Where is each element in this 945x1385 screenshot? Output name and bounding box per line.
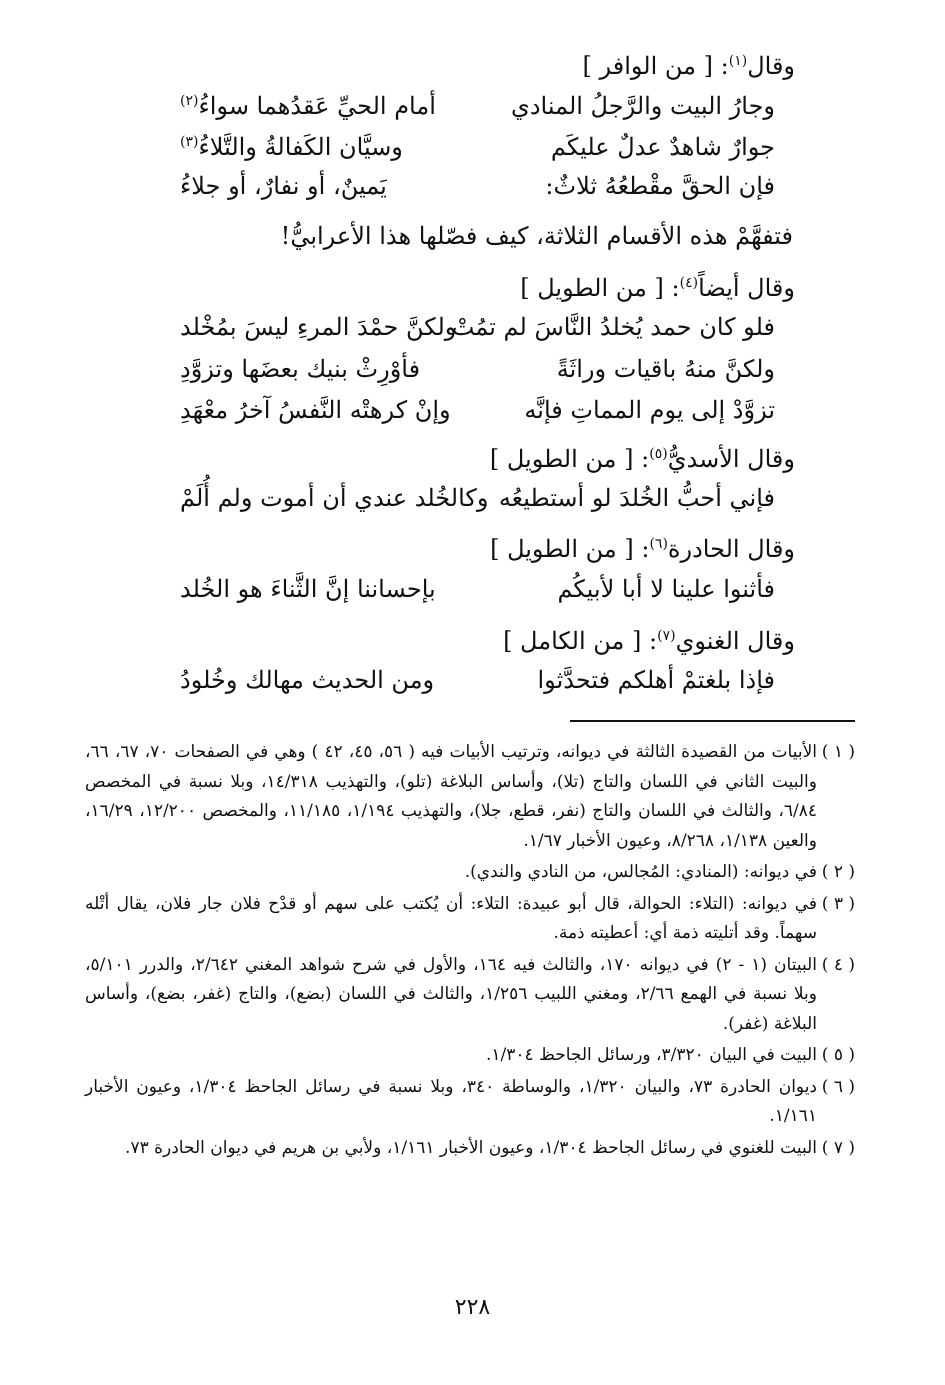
verse-second-hemistich: وكالخُلد عندي أن أموت ولم أُلَمْ — [180, 484, 489, 512]
section-3-meter: : [ من الطويل ] — [489, 445, 650, 473]
section-5-intro-text: وقال الغنوي — [675, 627, 795, 655]
footnote-number: ( ٢ ) — [821, 862, 855, 882]
hemistich-text: أمام الحيِّ عَقدُهما سواءُ — [198, 92, 436, 120]
section-4-intro-text: وقال الحادرة — [667, 535, 795, 563]
verse-first-hemistich: فإن الحقَّ مقْطعُهُ ثلاثٌ: — [545, 172, 775, 200]
section-2-intro — [520, 274, 795, 302]
section-3-footnote-ref: (٥) — [649, 446, 668, 462]
hemistich-text: وسيَّان الكَفالةُ والتَّلاءُ — [198, 133, 403, 161]
footnote-item — [85, 1134, 855, 1164]
page-number: ٢٢٨ — [454, 1295, 491, 1320]
verse-first-hemistich: فإذا بلغتمْ أهلكم فتحدَّثوا — [537, 666, 775, 694]
footnote-item — [85, 858, 855, 888]
footnote-number: ( ١ ) — [821, 742, 855, 762]
verse-first-hemistich: وجارُ البيت والرَّجلُ المنادي — [511, 92, 775, 120]
hemistich-text: يَمينٌ، أو نفارٌ، أو جلاءُ — [180, 172, 387, 200]
footnote-ref: (٣) — [180, 134, 199, 150]
prose-commentary: فتفهَّمْ هذه الأقسام الثلاثة، كيف فصّلها هذا الأعرابيُّ! — [280, 222, 793, 250]
footnote-text: الأبيات من القصيدة الثالثة في ديوانه، وترتيب الأبيات فيه ( ٥٦، ٤٥، ٤٢ ) وهي في الصفحات ٧٠، ٦٧، ٦٦، والبيت الثاني في اللسان والتاج (تلا)، وأساس البلاغة (تلو)، والتهذيب ١٤/٣١٨، وبلا نسبة في المخصص ٦/٨٤، والثالث في اللسان والتاج (نفر، قطع، جلا)، والتهذيب ١/١٩٤، ١١/١٨٥، والمخصص ١٢/٢٠٠، ١٦/٢٩، والعين ١/١٣٨، ٨/٢٦٨، وعيون الأخبار ١/٦٧. — [85, 742, 817, 851]
section-2-footnote-ref: (٤) — [679, 275, 699, 291]
verse-row — [120, 313, 825, 349]
verse-row — [120, 92, 825, 128]
footnote-number: ( ٣ ) — [821, 893, 855, 914]
footnote-item — [85, 951, 855, 1040]
verse-second-hemistich: بإحساننا إنَّ الثَّناءَ هو الخُلد — [180, 575, 436, 603]
verse-second-hemistich — [180, 92, 436, 120]
verse-first-hemistich: فلو كان حمد يُخلدُ النَّاسَ لم تمُتْ — [451, 313, 775, 341]
verse-row — [120, 355, 825, 391]
footnote-item — [85, 890, 855, 949]
verse-second-hemistich — [180, 133, 403, 161]
section-5-intro — [503, 627, 795, 655]
footnote-separator — [570, 720, 855, 722]
verse-second-hemistich: ولكنَّ حمْدَ المرءِ ليسَ بمُخْلد — [180, 313, 457, 341]
verse-second-hemistich: فأوْرِثْ بنيك بعضَها وتزوَّدِ — [180, 355, 421, 383]
section-3-intro-text: وقال الأسديُّ — [667, 445, 795, 473]
verse-first-hemistich: تزوَّدْ إلى يوم المماتِ فإنَّه — [524, 396, 775, 424]
footnote-item — [85, 1073, 855, 1132]
section-2-intro-text: وقال أيضاً — [698, 274, 795, 302]
verse-row — [120, 575, 825, 611]
verse-first-hemistich: جوارٌ شاهدٌ عدلٌ عليكَم — [550, 133, 775, 161]
section-1-footnote-ref: (١) — [728, 53, 748, 69]
footnote-number: ( ٧ ) — [821, 1137, 855, 1158]
verse-second-hemistich — [180, 172, 387, 200]
verse-second-hemistich: ومن الحديث مهالك وخُلودُ — [180, 666, 435, 694]
verse-row — [120, 133, 825, 169]
footnote-number: ( ٦ ) — [821, 1076, 855, 1097]
section-4-meter: : [ من الطويل ] — [490, 535, 650, 563]
footnote-text: في ديوانه: (التلاء: الحوالة، قال أبو عبيدة: التلاء: أن يُكتب على سهم أو قدْح فلان جار فلان، يقال أتْله سهماً. وقد أتليته ذمة أي: أعطيته ذمة. — [85, 893, 817, 943]
verse-first-hemistich: فأثنوا علينا لا أبا لأبيكُم — [557, 575, 775, 603]
footnotes — [85, 738, 855, 1165]
verse-row — [120, 172, 825, 208]
footnote-text: البيت في البيان ٣/٣٢٠، ورسائل الجاحظ ١/٣٠٤. — [486, 1045, 817, 1065]
section-4-footnote-ref: (٦) — [649, 536, 668, 552]
verse-first-hemistich: فإني أحبُّ الخُلدَ لو أستطيعُه — [498, 484, 775, 512]
footnote-item — [85, 738, 855, 856]
verse-row — [120, 666, 825, 702]
section-5-meter: : [ من الكامل ] — [503, 627, 658, 655]
verse-first-hemistich: ولكنَّ منهُ باقيات وراثَةً — [556, 355, 775, 383]
footnote-number: ( ٤ ) — [821, 954, 855, 975]
footnote-text: البيتان (١ - ٢) في ديوانه ١٧٠، والثالث فيه ١٦٤، والأول في شرح شواهد المغني ٢/٦٤٢، والدرر ٥/١٠١، وبلا نسبة في الهمع ٢/٦٦، ومغني اللبيب ١/٢٥٦، والثالث في اللسان (بضع)، والتاج (غفر، بضع)، وأساس البلاغة (غفر). — [85, 954, 818, 1034]
footnote-text: ديوان الحادرة ٧٣، والبيان ١/٣٢٠، والوساطة ٣٤٠، وبلا نسبة في رسائل الجاحظ ١/٣٠٤، وعيون الأخبار ١/١٦١. — [85, 1076, 818, 1126]
section-1-intro — [583, 52, 796, 80]
verse-row — [120, 484, 825, 520]
section-5-footnote-ref: (٧) — [657, 628, 676, 644]
footnote-ref: (٢) — [180, 93, 199, 109]
section-1-meter: : [ من الوافر ] — [582, 52, 729, 80]
footnote-item — [85, 1041, 855, 1071]
section-3-intro — [490, 445, 795, 473]
section-1-intro-text: وقال — [747, 52, 795, 80]
footnote-number: ( ٥ ) — [821, 1045, 855, 1065]
footnote-text: في ديوانه: (المنادي: المُجالس، من النادي والندي). — [464, 862, 817, 882]
section-4-intro — [490, 535, 795, 563]
footnote-text: البيت للغنوي في رسائل الجاحظ ١/٣٠٤، وعيون الأخبار ١/١٦١، ولأبي بن هريم في ديوان الحادرة ٧٣. — [125, 1137, 817, 1158]
verse-row — [120, 396, 825, 432]
verse-second-hemistich: وإنْ كرهتْه النَّفسُ آخرُ معْهَدِ — [180, 396, 451, 424]
section-2-meter: : [ من الطويل ] — [520, 274, 680, 302]
